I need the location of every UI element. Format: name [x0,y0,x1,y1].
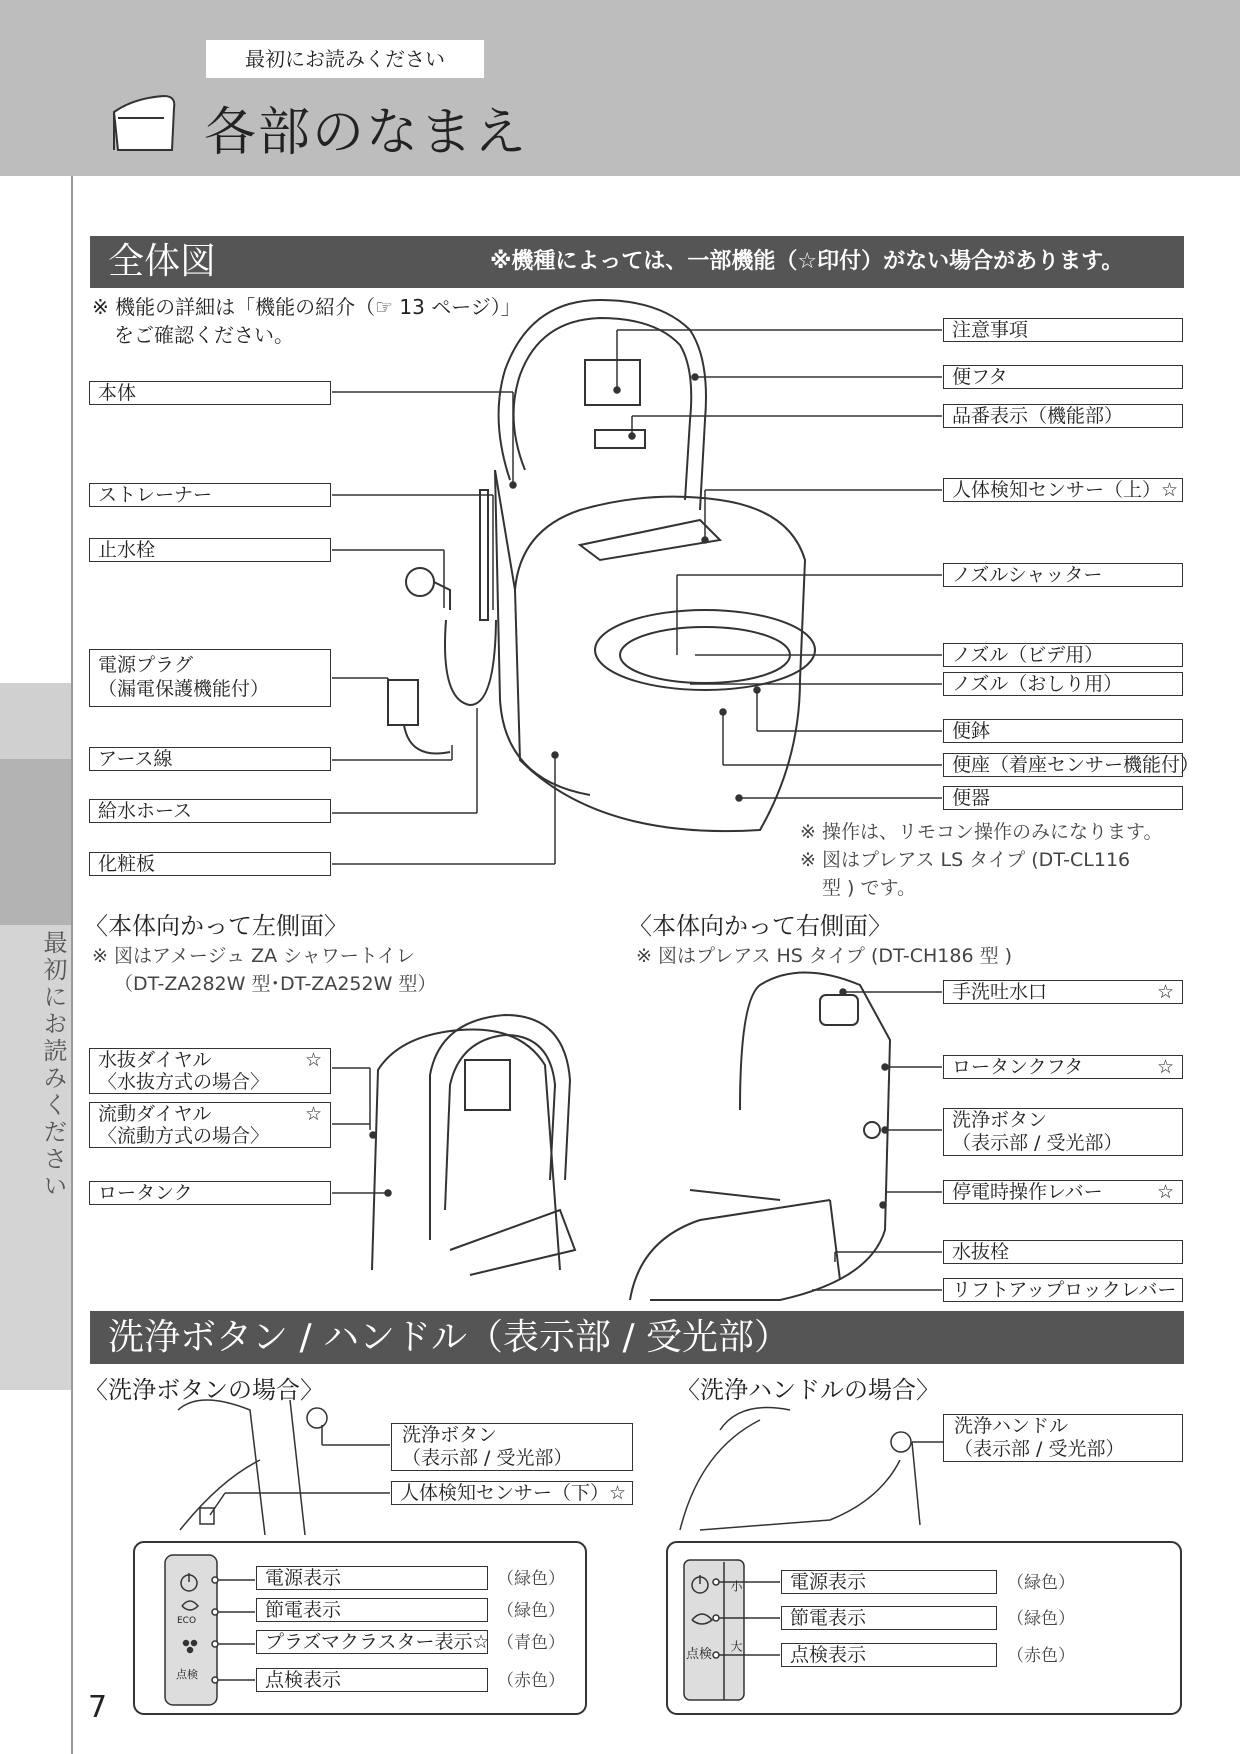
handle-case-title: 〈洗浄ハンドルの場合〉 [676,1376,940,1404]
label-supply-hose: 給水ホース [89,799,331,823]
eco-leaf-icon: ECO [177,1616,197,1626]
label-liftup-lock-lever: リフトアップロックレバー [943,1278,1183,1302]
label-model-number: 品番表示（機能部） [943,404,1183,428]
label-decor-panel: 化粧板 [89,852,331,876]
label-body-sensor-lower: 人体検知センサー（下）☆ [391,1481,633,1505]
button-panel [165,1555,217,1705]
header-tag: 最初にお読みください [206,40,484,78]
label-body: 本体 [89,381,331,405]
label-low-tank: ロータンク [89,1181,331,1205]
page-number: 7 [88,1690,108,1725]
button-case-drawing [178,1400,327,1535]
indicator-color: （赤色） [497,1671,565,1691]
label-hand-wash-spout: 手洗吐水口 ☆ [943,980,1183,1004]
indicator-color: （赤色） [1007,1646,1075,1666]
label-inspection-indicator: 点検表示 [256,1668,488,1692]
section-bar-flush [90,1311,1184,1364]
label-power-plug: 電源プラグ （漏電保護機能付） [89,649,331,707]
label-toilet: 便器 [943,786,1183,810]
large-flush-mark: 大 [729,1640,743,1652]
left-side-drawing [372,1015,575,1275]
label-seat: 便座（着座センサー機能付） [943,753,1183,777]
label-eco-indicator: 節電表示 [256,1598,488,1622]
detail-note: をご確認ください。 [114,323,294,347]
left-side-note: （DT-ZA282W 型･DT-ZA252W 型） [114,973,437,995]
detail-note: ※ 機能の詳細は「機能の紹介（☞ 13 ページ）」 [92,295,521,319]
label-outage-lever: 停電時操作レバー ☆ [943,1180,1183,1204]
inspection-mark: 点検 [686,1647,713,1662]
label-power-indicator: 電源表示 [256,1566,488,1590]
indicator-color: （緑色） [497,1569,565,1589]
label-power-indicator: 電源表示 [781,1570,997,1594]
footnote: ※ 操作は、リモコン操作のみになります。 [800,821,1163,843]
indicator-color: （緑色） [1007,1573,1075,1593]
label-flush-button: 洗浄ボタン （表示部 / 受光部） [943,1108,1183,1156]
page-title: 各部のなまえ [204,103,529,163]
label-earth-wire: アース線 [89,747,331,771]
indicator-color: （緑色） [497,1601,565,1621]
label-body-sensor-upper: 人体検知センサー（上）☆ [943,478,1183,502]
indicator-color: （緑色） [1007,1609,1075,1629]
section-title: 全体図 [108,241,217,282]
left-side-title: 〈本体向かって左側面〉 [84,912,348,940]
left-side-note: ※ 図はアメージュ ZA シャワートイレ [92,945,415,967]
label-stop-valve: 止水栓 [89,538,331,562]
label-lid: 便フタ [943,365,1183,389]
indicator-color: （青色） [497,1633,565,1653]
label-drain-dial: 水抜ダイヤル 〈水抜方式の場合〉 ☆ [89,1048,331,1094]
footnote: 型 ) です。 [822,877,916,899]
label-tank-lid: ロータンクフタ ☆ [943,1055,1183,1079]
label-plasmacluster-indicator: プラズマクラスター表示☆ [256,1630,488,1654]
section-note: ※機種によっては、一部機能（☆印付）がない場合があります。 [490,249,1124,274]
label-flush-handle: 洗浄ハンドル （表示部 / 受光部） [943,1414,1183,1462]
label-strainer: ストレーナー [89,483,331,507]
label-drain-plug: 水抜栓 [943,1240,1183,1264]
label-bowl: 便鉢 [943,719,1183,743]
footnote: ※ 図はプレアス LS タイプ (DT-CL116 [800,849,1131,871]
side-tab-label: 最初にお読みください [39,930,67,1200]
section-title: 洗浄ボタン / ハンドル（表示部 / 受光部） [108,1317,791,1358]
label-flow-dial: 流動ダイヤル 〈流動方式の場合〉 ☆ [89,1102,331,1148]
label-nozzle-bidet: ノズル（ビデ用） [943,643,1183,667]
label-eco-indicator: 節電表示 [781,1606,997,1630]
right-side-drawing [630,973,890,1301]
label-caution: 注意事項 [943,318,1183,342]
button-case-title: 〈洗浄ボタンの場合〉 [84,1376,324,1404]
label-flush-button: 洗浄ボタン （表示部 / 受光部） [391,1423,633,1471]
right-side-title: 〈本体向かって右側面〉 [628,912,892,940]
inspection-mark: 点検 [176,1668,198,1681]
handle-case-drawing [680,1408,911,1531]
small-flush-mark: 小 [729,1580,743,1592]
label-inspection-indicator: 点検表示 [781,1643,997,1667]
label-nozzle-rear: ノズル（おしり用） [943,672,1183,696]
right-side-note: ※ 図はプレアス HS タイプ (DT-CH186 型 ) [636,945,1013,967]
label-nozzle-shutter: ノズルシャッター [943,563,1183,587]
